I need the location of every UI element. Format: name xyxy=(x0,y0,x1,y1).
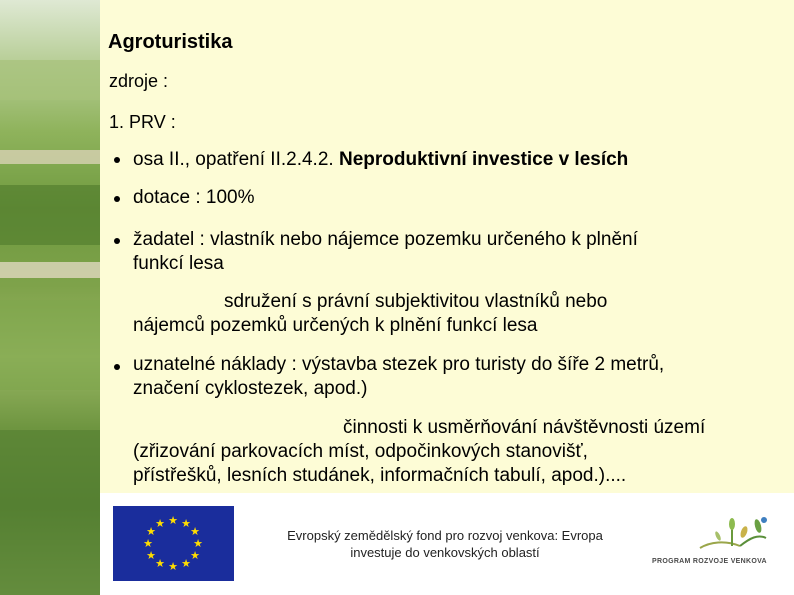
slide-title: Agroturistika xyxy=(108,31,233,53)
footer-line1: Evropský zemědělský fond pro rozvoj venkova: Evropa xyxy=(287,528,603,543)
svg-text:★: ★ xyxy=(146,525,156,538)
para2-line1: činnosti k usměrňování návštěvnosti území xyxy=(343,417,706,438)
bullet-dot xyxy=(114,157,120,163)
bullet-axis xyxy=(133,148,628,172)
para2-line2: (zřizování parkovacích míst, odpočinkových stanovišť, xyxy=(133,441,588,462)
bullet-dot xyxy=(114,238,120,244)
svg-text:★: ★ xyxy=(168,560,178,573)
program-label: 1. PRV : xyxy=(109,112,176,132)
sources-label: zdroje : xyxy=(109,71,169,91)
bullet-axis-bold: Neproduktivní investice v lesích xyxy=(338,149,629,170)
bullet-applicant-line1: žadatel : vlastník nebo nájemce pozemku určeného k plnění xyxy=(133,229,638,250)
svg-text:★: ★ xyxy=(181,557,191,570)
prv-logo-text: PROGRAM ROZVOJE VENKOVA xyxy=(652,558,767,565)
svg-text:★: ★ xyxy=(190,525,200,538)
svg-text:★: ★ xyxy=(168,514,178,527)
para2-line3: přístřešků, lesních studánek, informačních tabulí, apod.).... xyxy=(133,465,627,486)
landscape-photo xyxy=(0,0,100,595)
svg-text:★: ★ xyxy=(155,557,165,570)
eu-stars xyxy=(113,506,234,581)
svg-text:★: ★ xyxy=(193,537,203,550)
svg-text:★: ★ xyxy=(190,549,200,562)
svg-text:★: ★ xyxy=(143,537,153,550)
bullet-costs-line2: značení cyklostezek, apod.) xyxy=(133,378,368,399)
para1-line1: sdružení s právní subjektivitou vlastníků nebo xyxy=(224,291,608,312)
prv-logo-graphic xyxy=(640,512,780,558)
footer-text xyxy=(250,527,640,561)
para1-line2: nájemců pozemků určených k plnění funkcí lesa xyxy=(133,315,538,336)
bullet-axis-prefix: osa II., opatření II.2.4.2. xyxy=(133,149,339,170)
svg-text:★: ★ xyxy=(146,549,156,562)
bullet-subsidy: dotace : 100% xyxy=(133,187,255,208)
bullet-applicant-line2: funkcí lesa xyxy=(133,253,224,274)
svg-text:★: ★ xyxy=(155,517,165,530)
bullet-dot xyxy=(114,364,120,370)
svg-text:★: ★ xyxy=(181,517,191,530)
bullet-costs-line1: uznatelné náklady : výstavba stezek pro turisty do šíře 2 metrů, xyxy=(133,354,665,375)
eu-flag-icon xyxy=(113,506,234,581)
footer-line2: investuje do venkovských oblastí xyxy=(350,545,540,560)
bullet-dot xyxy=(114,196,120,202)
